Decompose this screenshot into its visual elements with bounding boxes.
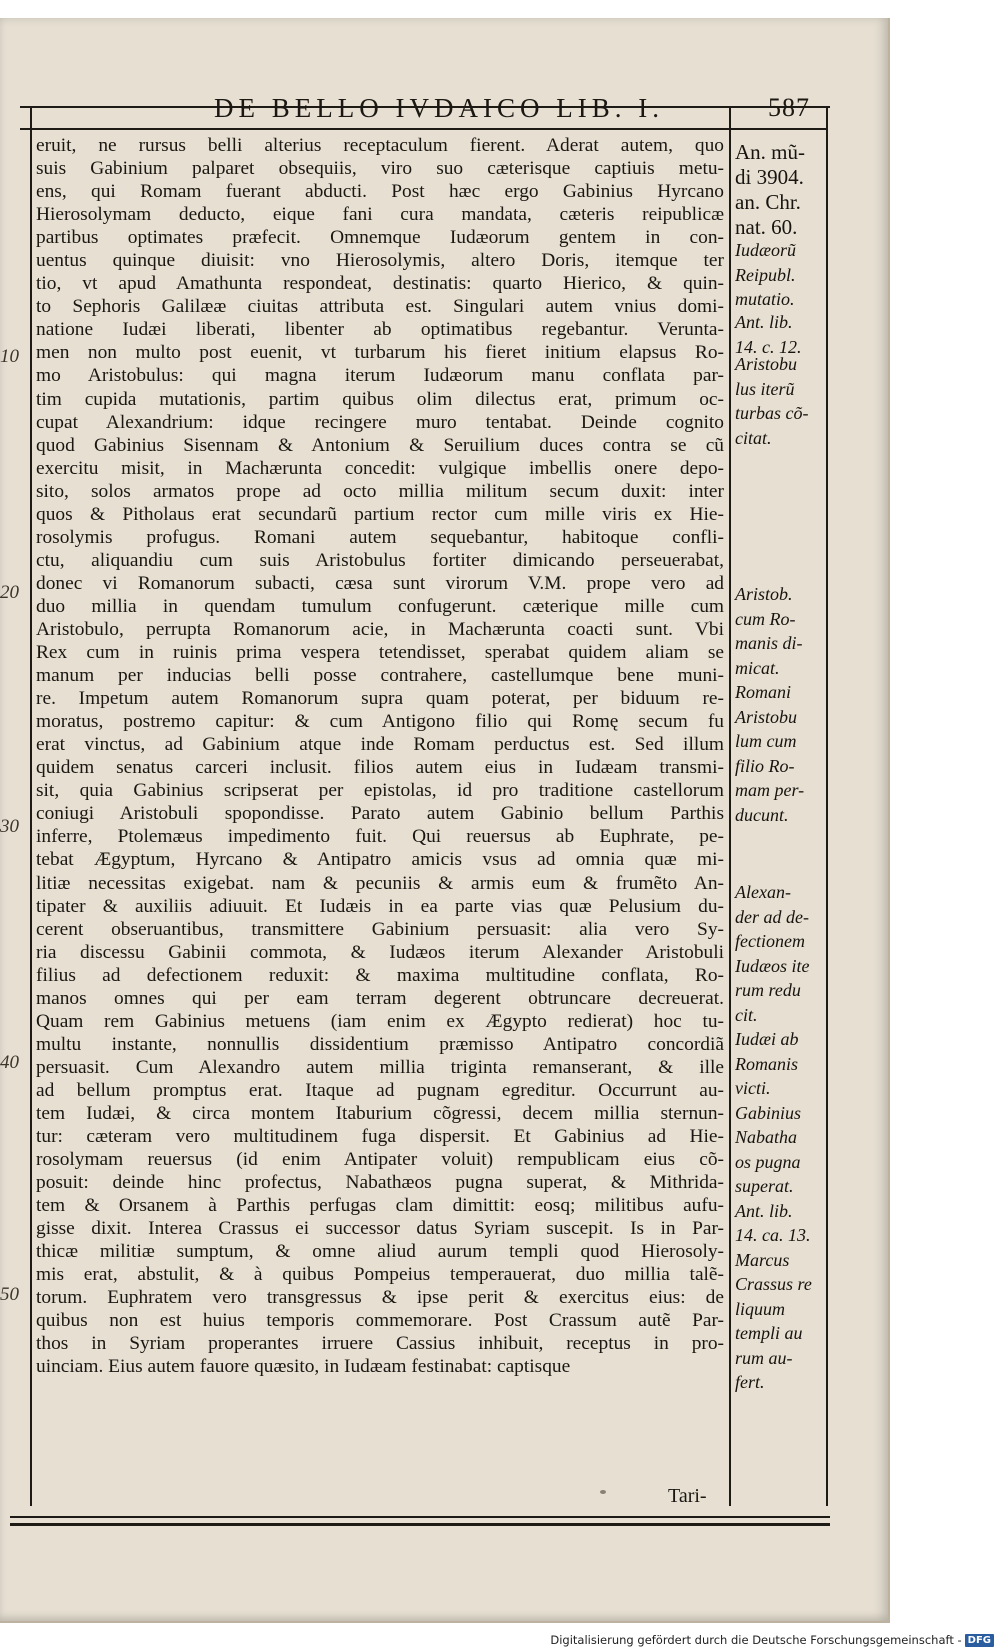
- margin-note-line: Romanis: [735, 1053, 798, 1074]
- text-line: Hierosolymam deducto, eique fani cura mandata, cæteris reipublicæ: [36, 204, 724, 226]
- margin-note-line: liquum: [735, 1298, 786, 1319]
- text-line: ria discessu Gabinii commota, & Iudæos iterum Alexander Aristobuli: [36, 941, 724, 963]
- text-line: quidem senatus carceri inclusit. filios autem eius in Iudæam transmi-: [36, 757, 724, 779]
- margin-note: [735, 140, 825, 240]
- text-line: tipater & auxiliis adiuuit. Et Iudæis in ea parte vias quæ Pelusium du-: [36, 895, 724, 917]
- text-line: donec vi Romanorum subacti, cæsa sunt virorum V.M. prope vero ad: [36, 572, 724, 594]
- credit-text: Digitalisierung gefördert durch die Deutsche Forschungsgemeinschaft -: [550, 1633, 962, 1647]
- text-line: ens, qui Romam fuerant abducti. Post hæc ergo Gabinius Hyrcano: [36, 181, 724, 203]
- margin-note-line: Marcus: [735, 1249, 790, 1270]
- margin-note-line: 14. ca. 13.: [735, 1225, 811, 1245]
- dfg-logo: DFG: [965, 1634, 994, 1647]
- text-line: thicæ militiæ sumptum, & omne aliud aurum templi quod Hierosoly-: [36, 1241, 724, 1263]
- text-line: moratus, postremo capitur: & cum Antigono filio qui Romę secum fu: [36, 711, 724, 733]
- text-line: Aristobulo, perrupta Romanorum acie, in Machærunta coacti sunt. Vbi: [36, 618, 724, 640]
- margin-note-line: Iudæi ab: [735, 1029, 799, 1049]
- text-line: tem Iudæi, & circa montem Itaburium cõgressi, decem millia sternun-: [36, 1102, 724, 1124]
- margin-note-line: Aristob.: [735, 584, 793, 604]
- margin-note-line: os pugna: [735, 1151, 801, 1172]
- margin-note-line: Gabinius: [735, 1102, 802, 1123]
- text-line: quod Gabinius Sisennam & Antonium & Seruilium duces contra se cũ: [36, 434, 724, 456]
- text-line: tebat Ægyptum, Hyrcano & Antipatro amicis vsus ad omnia quæ mi-: [36, 849, 724, 871]
- text-line: ctu, aliquandiu cum suis Aristobulus fortiter dimicando perseuerabat,: [36, 549, 724, 571]
- margin-note-line: Ant. lib.: [735, 312, 793, 332]
- margin-note-line: nat. 60.: [735, 215, 798, 239]
- margin-note-line: Nabatha: [735, 1127, 798, 1147]
- margin-note-line: victi.: [735, 1078, 771, 1098]
- text-line: tim cupida mutationis, partim quibus olim dilectus erat, primum oc-: [36, 388, 724, 410]
- text-line: eruit, ne rursus belli alterius receptaculum fierent. Aderat autem, quo: [36, 135, 724, 156]
- catchword: Tari-: [668, 1485, 707, 1507]
- line-number: 30: [0, 816, 19, 837]
- margin-note-line: Aristobu: [735, 354, 798, 374]
- text-line: sito, solos armatos prope ad octo millia militum secum duxit: inter: [36, 480, 724, 502]
- margin-note-line: 14. c. 12.: [735, 336, 802, 357]
- margin-note: [735, 880, 825, 1395]
- text-line: coniugi Aristobuli spopondisse. Parato autem Gabinio bellum Parthis: [36, 803, 724, 825]
- text-line: Rex cum in ruinis prima vespera tetendisset, sperabat quidem aliam se: [36, 642, 724, 664]
- margin-note-line: Ant. lib.: [735, 1200, 793, 1221]
- margin-note-line: turbas cõ-: [735, 403, 809, 423]
- margin-note-line: mam per-: [735, 780, 805, 800]
- text-line: mo Aristobulus: qui magna iterum Iudæorum manu conflata par-: [36, 365, 724, 387]
- line-number: 40: [0, 1052, 19, 1073]
- line-number: 10: [0, 346, 19, 367]
- text-line: to Sephoris Galilææ ciuitas attributa est. Singulari autem vnius domi-: [36, 296, 724, 318]
- left-column-rule: [30, 106, 32, 1506]
- text-line: uinciam. Eius autem fauore quæsito, in Iudæam festinabat: captisque: [36, 1356, 571, 1378]
- text-line: rosolymis profugus. Romani autem sequebantur, habitoque confli-: [36, 526, 724, 548]
- text-line: filius ad defectionem reduxit: & maxima multitudine conflata, Ro-: [36, 964, 724, 986]
- text-line: suis Gabinium palparet obsequiis, viro suo cæterisque captiuis metu-: [36, 158, 724, 180]
- text-line: cerent obseruantibus, transmittere Gabinium persuasit: alia vero Sy-: [36, 918, 724, 940]
- margin-note-line: Alexan-: [735, 882, 791, 902]
- margin-note-line: fert.: [735, 1372, 765, 1392]
- text-line: tem & Orsanem à Parthis perfugas clam dimittit: eosq; militibus aufu-: [36, 1195, 724, 1217]
- text-line: men non multo post euenit, vt turbarum his fieret initium elapsus Ro-: [36, 342, 724, 364]
- margin-note-line: filio Ro-: [735, 755, 795, 776]
- running-head: [110, 88, 810, 128]
- margin-note-line: Reipubl.: [735, 264, 796, 285]
- margin-note-line: ducunt.: [735, 804, 789, 825]
- running-head-title: DE BELLO IVDAICO LIB. I.: [214, 92, 664, 123]
- margin-note-line: manis di-: [735, 633, 803, 653]
- text-line: exercitu misit, in Machærunta concedit: vulgique imbellis onere depo-: [36, 457, 724, 479]
- footer-rule-thick: [10, 1523, 830, 1526]
- margin-note-line: micat.: [735, 657, 780, 678]
- main-text-column: [36, 134, 724, 1379]
- header-rule-bottom: [20, 128, 826, 130]
- page-number: 587: [768, 93, 810, 122]
- text-line: thos in Syriam properantes irruere Cassius inhibuit, receptus in pro-: [36, 1333, 724, 1355]
- line-number: 20: [0, 582, 19, 603]
- text-line: uentus quinque diuisit: vno Hierosolymis, altero Doris, itemque ter: [36, 250, 724, 272]
- text-line: gisse dixit. Interea Crassus ei successor datus Syriam suscepit. Is in Par-: [36, 1218, 724, 1240]
- line-number: 50: [0, 1284, 19, 1305]
- text-line: mis erat, abstulit, & à quibus Pompeius temperauerat, duo millia talẽ-: [36, 1264, 724, 1286]
- margin-note-line: cit.: [735, 1004, 758, 1025]
- margin-note-line: superat.: [735, 1176, 794, 1196]
- margin-column-rule: [729, 106, 731, 1506]
- margin-note-line: di 3904.: [735, 165, 804, 189]
- margin-note: [735, 352, 825, 450]
- margin-note-line: Aristobu: [735, 706, 798, 727]
- margin-note-line: mutatio.: [735, 289, 795, 309]
- ink-smudge: [600, 1490, 606, 1494]
- margin-note-line: Romani: [735, 682, 791, 702]
- text-line: tio, vt apud Amathunta respondeat, destinatis: quarto Hierico, & quin-: [36, 273, 724, 295]
- text-line: re. Impetum autem Romanorum supra quam poterat, per biduum re-: [36, 688, 724, 710]
- text-line: tur: cæteram vero multitudinem fuga dispersit. Et Gabinius ad Hie-: [36, 1126, 724, 1148]
- text-line: manum per inducias belli posse contrahere, castellumque bene muni-: [36, 665, 724, 687]
- text-line: quibus non est huius temporis commemorare. Post Crassum autẽ Par-: [36, 1310, 724, 1332]
- margin-note-line: templi au: [735, 1323, 803, 1343]
- text-line: cupat Alexandrium: idque recingere muro tentabat. Deinde cognito: [36, 411, 724, 433]
- text-line: duo millia in quendam tumulum confugerunt. cæterique mille cum: [36, 595, 724, 617]
- margin-note-line: citat.: [735, 427, 772, 448]
- margin-note-line: rum redu: [735, 980, 801, 1000]
- text-line: quos & Pitholaus erat secundarũ partium rector cum mille viris ex Hie-: [36, 503, 724, 525]
- margin-note-line: An. mũ-: [735, 140, 805, 164]
- text-line: multu instante, nonnullis dissidentium præmisso Antipatro concordiã: [36, 1033, 724, 1055]
- text-line: natione Iudæi liberati, libenter ab optimatibus regebantur. Verunta-: [36, 319, 724, 341]
- text-line: partibus optimates præfecit. Omnemque Iudæorum gentem in con-: [36, 227, 724, 249]
- margin-note-line: an. Chr.: [735, 190, 801, 214]
- margin-note-line: lum cum: [735, 731, 797, 751]
- margin-note-line: Iudæos ite: [735, 955, 810, 976]
- margin-note-line: lus iterũ: [735, 378, 795, 399]
- margin-note-line: fectionem: [735, 931, 805, 951]
- text-line: inferre, Ptolemæus impedimento fuit. Qui reuersus ab Euphrate, pe-: [36, 826, 724, 848]
- outer-margin-rule: [826, 106, 828, 1506]
- margin-note-line: rum au-: [735, 1347, 793, 1368]
- margin-note-line: der ad de-: [735, 906, 809, 927]
- margin-note-line: Crassus re: [735, 1274, 812, 1294]
- text-line: persuasit. Cum Alexandro autem millia triginta remanserant, & ille: [36, 1056, 724, 1078]
- digitization-credit: [550, 1631, 994, 1649]
- margin-note-line: cum Ro-: [735, 608, 796, 629]
- margin-note-line: Iudæorũ: [735, 240, 797, 260]
- text-line: torum. Euphratem vero transgressus & ipse perit & exercitus eius: de: [36, 1287, 724, 1309]
- text-line: posuit: deinde hinc profectus, Nabathæos pugna superat, & Mithrida-: [36, 1172, 724, 1194]
- text-line: sit, quia Gabinius scripserat per epistolas, id pro traditione castellorum: [36, 780, 724, 802]
- margin-note: [735, 582, 825, 827]
- text-line: litiæ necessitas exigebat. nam & pecuniis & armis eum & frumẽto An-: [36, 872, 724, 894]
- text-line: erat vinctus, ad Gabinium atque inde Romam perductus est. Sed illum: [36, 734, 724, 756]
- text-line: rosolymam reuersus (id enim Antipater voluit) rempublicam eius cõ-: [36, 1149, 724, 1171]
- text-line: Quam rem Gabinius metuens (iam enim ex Ægypto redierat) hoc tu-: [36, 1010, 724, 1032]
- text-line: manos omnes qui per eam terram degerent obtruncare decreuerat.: [36, 987, 724, 1009]
- footer-rule: [10, 1516, 830, 1518]
- margin-note: [735, 238, 825, 312]
- text-line: ad bellum promptus erat. Itaque ad pugnam egreditur. Occurrunt au-: [36, 1079, 724, 1101]
